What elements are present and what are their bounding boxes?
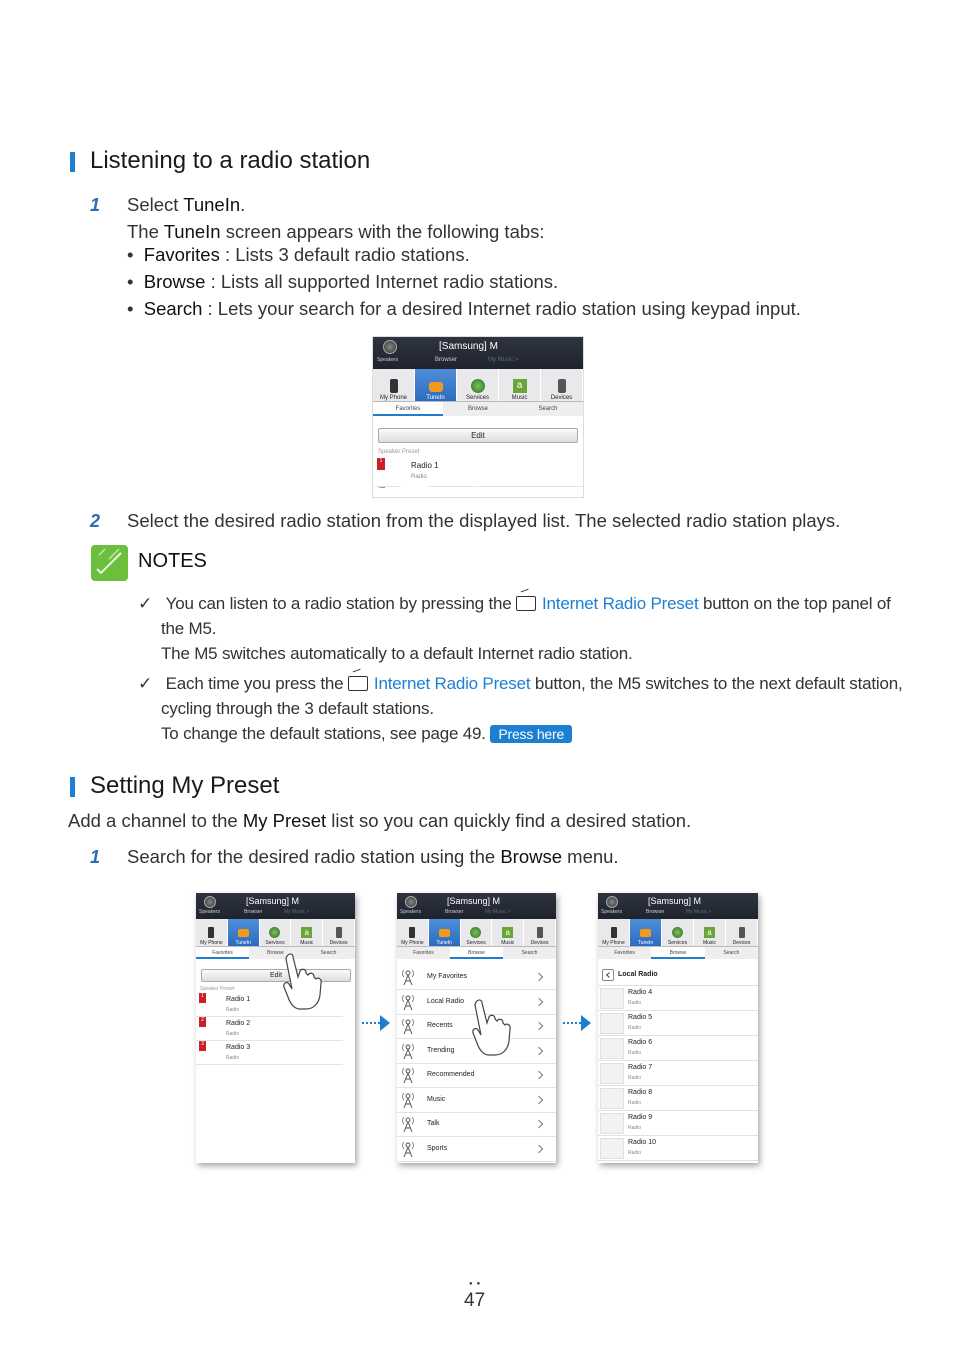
tab-services[interactable]: Services xyxy=(662,919,694,946)
tab-services[interactable]: Services xyxy=(457,369,499,401)
list-item-label: Trending xyxy=(427,1046,455,1054)
subtab-browse[interactable]: Browse xyxy=(267,950,284,956)
tab-services[interactable]: Services xyxy=(461,919,493,946)
tab-tunein[interactable]: TuneIn xyxy=(429,919,461,946)
tab-devices[interactable]: Devices xyxy=(323,919,355,946)
step-number: 1 xyxy=(90,847,101,867)
subtab-browse[interactable]: Browse xyxy=(651,947,704,959)
amazon-icon: a xyxy=(301,927,312,938)
subtab-browse[interactable]: Browse xyxy=(467,406,488,412)
section-heading-preset: Setting My Preset xyxy=(90,772,280,799)
tab-my-phone[interactable]: My Phone xyxy=(397,919,429,946)
radio-tower-icon xyxy=(401,968,415,986)
chevron-right-icon xyxy=(535,997,543,1005)
amazon-icon: a xyxy=(513,379,527,393)
station-thumbnail xyxy=(600,988,624,1009)
list-item[interactable] xyxy=(397,1112,556,1137)
speaker-preset-label: Speaker Preset xyxy=(378,449,420,455)
chevron-left-icon xyxy=(606,972,612,978)
station-type: Radio xyxy=(628,1050,642,1056)
bullet-browse: • Browse : Lists all supported Internet radio stations. xyxy=(127,271,559,292)
tab-devices[interactable]: Devices xyxy=(541,369,583,401)
chevron-right-icon xyxy=(535,1022,543,1030)
step-number: 1 xyxy=(90,195,101,215)
tab-my-phone[interactable]: My Phone xyxy=(196,919,228,946)
list-item[interactable] xyxy=(598,986,758,1011)
page-dots: ●● xyxy=(469,1281,485,1287)
arrow-dots xyxy=(563,1022,581,1024)
globe-icon xyxy=(471,379,485,393)
station-thumbnail xyxy=(600,1138,624,1159)
list-item[interactable] xyxy=(598,1086,758,1111)
note-2: ✓ Each time you press the Internet Radio Preset button, the M5 switches to the next default station, cycling through the 3 default stations. To change the default stations, see page 49. Press here xyxy=(138,671,908,746)
phone-browse: Speakers [Samsung] M Browser My Music > My Phone TuneIn Services a Music Devices Favorites Browse Search My Favorites Local Radio Recents Trending Recommended Music Talk Sports xyxy=(397,893,556,1163)
list-item[interactable] xyxy=(397,1137,556,1162)
preset-flag-icon: 2 xyxy=(199,1017,206,1027)
station-name: Radio 10 xyxy=(628,1139,657,1146)
station-thumbnail xyxy=(600,1013,624,1034)
radio-tower-icon xyxy=(401,1042,415,1060)
notes-icon xyxy=(91,545,128,581)
edit-button[interactable]: Edit xyxy=(378,428,578,443)
tunein-icon xyxy=(439,929,450,937)
list-item[interactable]: 2 Radio 2 Radio xyxy=(196,1017,343,1041)
preset-button-icon xyxy=(516,596,536,611)
list-item[interactable]: 3 Radio 3 Radio xyxy=(196,1041,343,1065)
list-item[interactable] xyxy=(397,965,556,990)
arrow-right-icon xyxy=(380,1015,390,1031)
tab-devices[interactable]: Devices xyxy=(726,919,758,946)
device-icon xyxy=(537,927,543,938)
radio-tower-icon xyxy=(401,1091,415,1109)
hand-pointer-icon xyxy=(467,997,517,1059)
speaker-icon xyxy=(405,896,417,908)
tunein-icon xyxy=(640,929,651,937)
notes-title: NOTES xyxy=(138,550,207,572)
list-item[interactable]: 1 Radio 1 Radio xyxy=(373,458,583,487)
tunein-screenshot: Speakers [Samsung] M Browser My Music > My Phone TuneIn Services a Music Devices Favorites Browse Search Edit Speaker Preset 1 Radio 1 Radio xyxy=(372,336,584,498)
phone-icon xyxy=(611,927,617,938)
arrow-right-icon xyxy=(581,1015,591,1031)
speaker-icon xyxy=(204,896,216,908)
subtab-search[interactable]: Search xyxy=(538,406,558,412)
hand-pointer-icon xyxy=(278,951,328,1013)
local-radio-header xyxy=(598,965,758,986)
tab-services[interactable]: Services xyxy=(260,919,292,946)
list-item[interactable] xyxy=(598,1011,758,1036)
station-thumbnail xyxy=(600,1113,624,1134)
station-thumbnail xyxy=(600,1088,624,1109)
intro-text: Add a channel to the My Preset list so you can quickly find a desired station. xyxy=(68,810,692,831)
phone-icon xyxy=(390,379,398,393)
chevron-right-icon xyxy=(535,1095,543,1103)
amazon-icon: a xyxy=(502,927,513,938)
subtab-browse[interactable]: Browse xyxy=(450,947,503,959)
radio-tower-icon xyxy=(401,993,415,1011)
tunein-icon xyxy=(429,382,443,392)
globe-icon xyxy=(672,927,683,938)
tab-devices[interactable]: Devices xyxy=(524,919,556,946)
amazon-icon: a xyxy=(704,927,715,938)
list-item-label: My Favorites xyxy=(427,973,468,980)
chevron-right-icon xyxy=(535,973,543,981)
local-list xyxy=(598,986,758,1163)
tab-tunein[interactable]: TuneIn xyxy=(630,919,662,946)
step2-text: Select the desired radio station from the displayed list. The selected radio station plays. xyxy=(127,510,841,531)
subtab-search[interactable]: Search xyxy=(723,950,740,956)
station-type: Radio xyxy=(628,1125,642,1131)
bullet-favorites: • Favorites : Lists 3 default radio stations. xyxy=(127,244,470,265)
subtab-favorites[interactable]: Favorites xyxy=(373,402,443,416)
arrow-dots xyxy=(362,1022,380,1024)
browse-list xyxy=(397,965,556,1163)
station-name: Radio 7 xyxy=(628,1064,653,1071)
heading-bar xyxy=(70,152,75,172)
torn-edge xyxy=(373,472,584,498)
page-number: 47 xyxy=(464,1290,486,1311)
list-item-label: Sports xyxy=(427,1144,448,1152)
subtab-search[interactable]: Search xyxy=(521,950,538,956)
radio-tower-icon xyxy=(401,1115,415,1133)
list-item[interactable]: 1 Radio 1 Radio xyxy=(196,993,343,1017)
preset-flag-icon: 1 xyxy=(199,993,206,1003)
radio-tower-icon xyxy=(401,1066,415,1084)
globe-icon xyxy=(470,927,481,938)
speaker-icon xyxy=(606,896,618,908)
list-item-label: Talk xyxy=(427,1120,440,1127)
subtab-favorites[interactable]: Favorites xyxy=(413,950,434,956)
subtab-favorites[interactable]: Favorites xyxy=(614,950,635,956)
station-name: Radio 8 xyxy=(628,1089,653,1096)
globe-icon xyxy=(269,927,280,938)
local-radio-title: Local Radio xyxy=(618,971,658,978)
bullet-search: • Search : Lets your search for a desired Internet radio station using keypad input. xyxy=(127,298,801,319)
step-browse-text: Search for the desired radio station using the Browse menu. xyxy=(127,846,619,867)
list-item-label: Recommended xyxy=(427,1071,475,1078)
list-item-label: Local Radio xyxy=(427,997,464,1005)
station-name: Radio 5 xyxy=(628,1014,653,1021)
tab-music[interactable]: a Music xyxy=(499,369,541,401)
subtab-favorites[interactable]: Favorites xyxy=(196,947,249,959)
list-item[interactable] xyxy=(397,1088,556,1113)
station-name: Radio 9 xyxy=(628,1114,653,1121)
tab-music[interactable]: a Music xyxy=(694,919,726,946)
station-type: Radio xyxy=(628,1100,642,1106)
station-type: Radio xyxy=(628,1025,642,1031)
chevron-right-icon xyxy=(535,1120,543,1128)
list-item[interactable] xyxy=(598,1111,758,1136)
step-number: 2 xyxy=(90,511,101,531)
list-item[interactable] xyxy=(397,1063,556,1088)
note-1: ✓ You can listen to a radio station by pressing the Internet Radio Preset button on the top panel of the M5. The M5 switches automatically to a default Internet radio station. xyxy=(138,591,898,666)
phone-favorites: Speakers [Samsung] M Browser My Music > My Phone TuneIn Services a Music Devices Favorites Browse Search Edit Speaker Preset 1 Radio 1 Radio 2 Radio 2 Radio 3 Radio 3 Radio xyxy=(196,893,355,1163)
list-item[interactable] xyxy=(598,1036,758,1061)
edit-button[interactable]: Edit xyxy=(201,969,351,982)
station-type: Radio xyxy=(628,1150,642,1156)
tab-my-phone[interactable]: My Phone xyxy=(598,919,630,946)
chevron-right-icon xyxy=(535,1046,543,1054)
phone-local-radio: Speakers [Samsung] M Browser My Music > My Phone TuneIn Services a Music Devices Favorites Browse Search Local Radio Radio 4 Radio Radio 5 Radio Radio 6 Radio Radio 7 Radio Radio 8 Radio Radio 9 Radio Radio 10 Radio xyxy=(598,893,758,1163)
chevron-right-icon xyxy=(535,1071,543,1079)
press-here-button[interactable]: Press here xyxy=(490,725,572,743)
phone-icon xyxy=(409,927,415,938)
tab-music[interactable]: a Music xyxy=(291,919,323,946)
station-type: Radio xyxy=(628,1075,642,1081)
station-name: Radio 6 xyxy=(628,1039,653,1046)
list-item-label: Music xyxy=(427,1095,446,1103)
station-type: Radio xyxy=(628,1000,642,1006)
preset-button-icon xyxy=(348,676,368,691)
chevron-right-icon xyxy=(535,1144,543,1152)
tab-tunein[interactable]: TuneIn xyxy=(228,919,260,946)
tab-my-phone[interactable]: My Phone xyxy=(373,369,415,401)
device-icon xyxy=(558,379,566,393)
list-item-label: Recents xyxy=(427,1022,453,1029)
tab-tunein[interactable]: TuneIn xyxy=(415,369,457,401)
radio-tower-icon xyxy=(401,1017,415,1035)
heading-bar xyxy=(70,777,75,797)
station-name: Radio 4 xyxy=(628,989,653,996)
speaker-icon xyxy=(383,340,397,354)
preset-flag-icon: 3 xyxy=(199,1041,206,1051)
device-icon xyxy=(739,927,745,938)
radio-tower-icon xyxy=(401,1140,415,1158)
station-thumbnail xyxy=(600,1038,624,1059)
step1-text: Select TuneIn. The TuneIn screen appears with the following tabs: xyxy=(127,194,545,242)
station-thumbnail xyxy=(600,1063,624,1084)
list-item[interactable] xyxy=(598,1061,758,1086)
list-item[interactable] xyxy=(598,1136,758,1161)
section-heading-radio: Listening to a radio station xyxy=(90,147,371,174)
tab-music[interactable]: a Music xyxy=(492,919,524,946)
subtab-search[interactable]: Search xyxy=(320,950,337,956)
phone-icon xyxy=(208,927,214,938)
tunein-icon xyxy=(238,929,249,937)
preset-flag-icon: 1 xyxy=(377,458,385,470)
device-icon xyxy=(336,927,342,938)
back-button[interactable] xyxy=(602,969,614,981)
